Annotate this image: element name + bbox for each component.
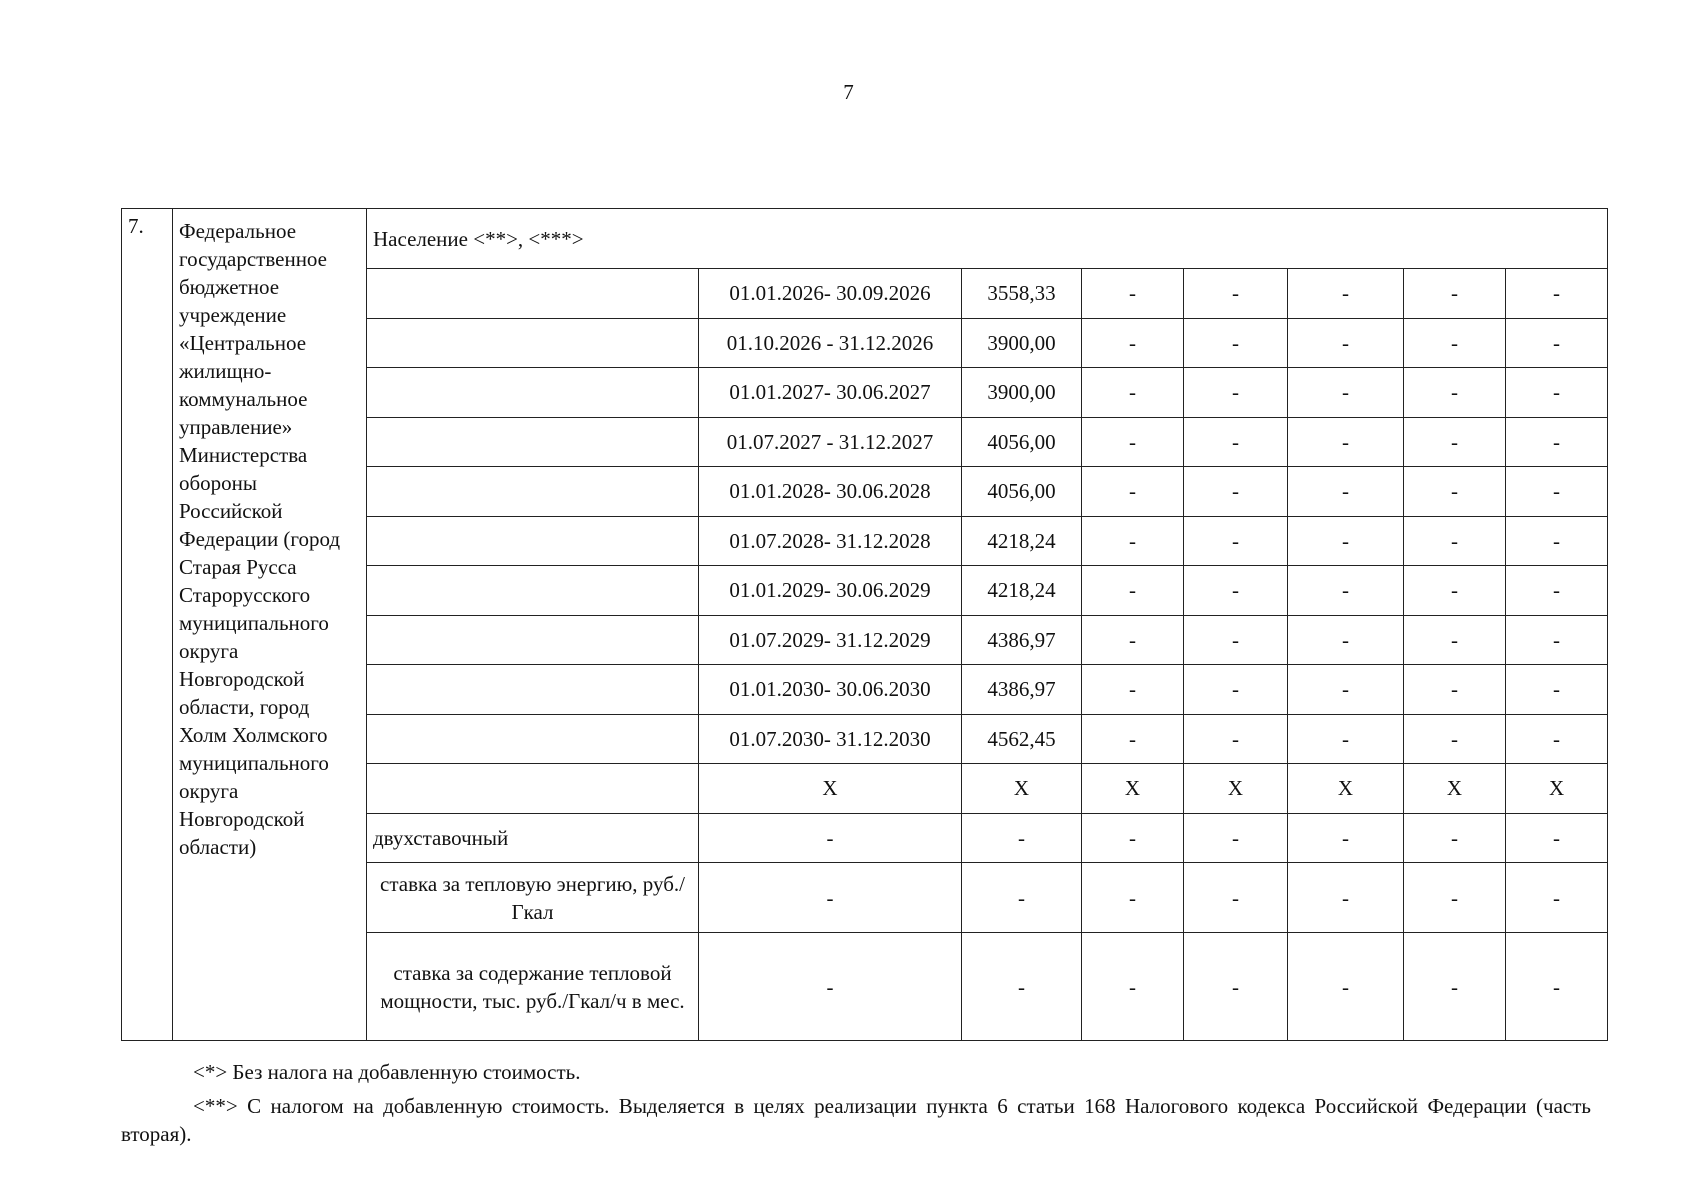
page-number: 7 (843, 80, 854, 104)
dash-cell: - (1506, 566, 1608, 616)
tariff-value-cell: 3900,00 (962, 318, 1082, 368)
dash-cell: - (1184, 813, 1288, 863)
dash-cell: - (1288, 368, 1404, 418)
dash-cell: - (1506, 269, 1608, 319)
dash-cell: - (1506, 813, 1608, 863)
empty-cell (367, 764, 699, 814)
dash-cell: - (1184, 417, 1288, 467)
dash-cell: - (1184, 714, 1288, 764)
dash-cell: - (1288, 269, 1404, 319)
tariff-value-cell: 4056,00 (962, 467, 1082, 517)
tariff-value-cell: 4218,24 (962, 566, 1082, 616)
dash-cell: - (1404, 318, 1506, 368)
x-cell: X (962, 764, 1082, 814)
empty-cell (367, 615, 699, 665)
dash-cell: - (1082, 566, 1184, 616)
tariff-value-cell: 4562,45 (962, 714, 1082, 764)
dash-cell: - (962, 863, 1082, 933)
dash-cell: - (1288, 417, 1404, 467)
dash-cell: - (1288, 615, 1404, 665)
dash-cell: - (1082, 516, 1184, 566)
dash-cell: - (1404, 933, 1506, 1041)
dash-cell: - (1082, 863, 1184, 933)
tariff-value-cell: 4386,97 (962, 665, 1082, 715)
footnote-2: <**> С налогом на добавленную стоимость. Выделяется в целях реализации пункта 6 статьи 168 Налогового кодекса Российской Федерации (часть вторая). (121, 1094, 1591, 1146)
dash-cell: - (1288, 566, 1404, 616)
dash-cell: - (1082, 417, 1184, 467)
tariff-value-cell: 3558,33 (962, 269, 1082, 319)
tariff-value-cell: 4218,24 (962, 516, 1082, 566)
dash-cell: - (1404, 368, 1506, 418)
dash-cell: - (1082, 665, 1184, 715)
dash-cell: - (1506, 467, 1608, 517)
dash-cell: - (1288, 863, 1404, 933)
tariff-table (121, 208, 1608, 1041)
tariff-value-cell: 4386,97 (962, 615, 1082, 665)
period-cell: 01.07.2028- 31.12.2028 (699, 516, 962, 566)
dash-cell: - (1288, 318, 1404, 368)
dash-cell: - (1082, 714, 1184, 764)
dash-cell: - (1404, 813, 1506, 863)
capacity-rate-label: ставка за содержание тепловой мощности, тыс. руб./Гкал/ч в мес. (367, 933, 699, 1041)
dash-cell: - (699, 813, 962, 863)
dash-cell: - (962, 813, 1082, 863)
empty-cell (367, 714, 699, 764)
period-cell: 01.01.2027- 30.06.2027 (699, 368, 962, 418)
dash-cell: - (1506, 933, 1608, 1041)
dash-cell: - (1184, 863, 1288, 933)
dash-cell: - (1288, 516, 1404, 566)
empty-cell (367, 516, 699, 566)
period-cell: 01.01.2026- 30.09.2026 (699, 269, 962, 319)
period-cell: 01.01.2028- 30.06.2028 (699, 467, 962, 517)
organization-name: Федеральное государственное бюджетное учреждение «Центральное жилищно-коммунальное управление» Министерства обороны Российской Федерации (город Старая Русса Старорусского муниципального округа Новгородской области, город Холм Холмского муниципального округа Новгородской области) (173, 209, 367, 1041)
x-cell: X (1506, 764, 1608, 814)
dash-cell: - (1404, 467, 1506, 517)
dash-cell: - (1082, 933, 1184, 1041)
group-label: Население <**>, <***> (367, 209, 1608, 269)
empty-cell (367, 566, 699, 616)
empty-cell (367, 467, 699, 517)
dash-cell: - (1082, 615, 1184, 665)
dash-cell: - (1404, 566, 1506, 616)
dash-cell: - (1404, 269, 1506, 319)
dash-cell: - (1506, 368, 1608, 418)
dash-cell: - (1404, 615, 1506, 665)
group-header-row (122, 209, 1608, 269)
x-cell: X (699, 764, 962, 814)
footnote-1: <*> Без налога на добавленную стоимость. (193, 1060, 581, 1084)
dash-cell: - (1082, 269, 1184, 319)
empty-cell (367, 417, 699, 467)
dash-cell: - (1184, 269, 1288, 319)
x-cell: X (1404, 764, 1506, 814)
dash-cell: - (1404, 714, 1506, 764)
dash-cell: - (1082, 368, 1184, 418)
dash-cell: - (1082, 467, 1184, 517)
dash-cell: - (699, 863, 962, 933)
dash-cell: - (1288, 665, 1404, 715)
dash-cell: - (1184, 665, 1288, 715)
dash-cell: - (1288, 813, 1404, 863)
tariff-value-cell: 4056,00 (962, 417, 1082, 467)
dash-cell: - (699, 933, 962, 1041)
dash-cell: - (962, 933, 1082, 1041)
period-cell: 01.10.2026 - 31.12.2026 (699, 318, 962, 368)
dash-cell: - (1506, 516, 1608, 566)
x-cell: X (1288, 764, 1404, 814)
row-number: 7. (122, 209, 173, 1041)
period-cell: 01.01.2029- 30.06.2029 (699, 566, 962, 616)
dash-cell: - (1184, 318, 1288, 368)
empty-cell (367, 368, 699, 418)
dash-cell: - (1288, 714, 1404, 764)
x-cell: X (1082, 764, 1184, 814)
two-rate-label: двухставочный (367, 813, 699, 863)
x-cell: X (1184, 764, 1288, 814)
dash-cell: - (1404, 665, 1506, 715)
dash-cell: - (1506, 714, 1608, 764)
dash-cell: - (1404, 417, 1506, 467)
heat-energy-rate-label: ставка за тепловую энергию, руб./Гкал (367, 863, 699, 933)
dash-cell: - (1184, 933, 1288, 1041)
dash-cell: - (1288, 933, 1404, 1041)
dash-cell: - (1184, 566, 1288, 616)
dash-cell: - (1184, 615, 1288, 665)
dash-cell: - (1184, 467, 1288, 517)
dash-cell: - (1506, 615, 1608, 665)
dash-cell: - (1506, 417, 1608, 467)
dash-cell: - (1506, 863, 1608, 933)
empty-cell (367, 318, 699, 368)
footnotes (121, 1058, 1591, 1154)
dash-cell: - (1082, 813, 1184, 863)
dash-cell: - (1404, 863, 1506, 933)
period-cell: 01.01.2030- 30.06.2030 (699, 665, 962, 715)
dash-cell: - (1184, 368, 1288, 418)
period-cell: 01.07.2027 - 31.12.2027 (699, 417, 962, 467)
dash-cell: - (1288, 467, 1404, 517)
dash-cell: - (1506, 665, 1608, 715)
dash-cell: - (1184, 516, 1288, 566)
period-cell: 01.07.2029- 31.12.2029 (699, 615, 962, 665)
period-cell: 01.07.2030- 31.12.2030 (699, 714, 962, 764)
empty-cell (367, 665, 699, 715)
tariff-value-cell: 3900,00 (962, 368, 1082, 418)
dash-cell: - (1082, 318, 1184, 368)
empty-cell (367, 269, 699, 319)
dash-cell: - (1404, 516, 1506, 566)
dash-cell: - (1506, 318, 1608, 368)
